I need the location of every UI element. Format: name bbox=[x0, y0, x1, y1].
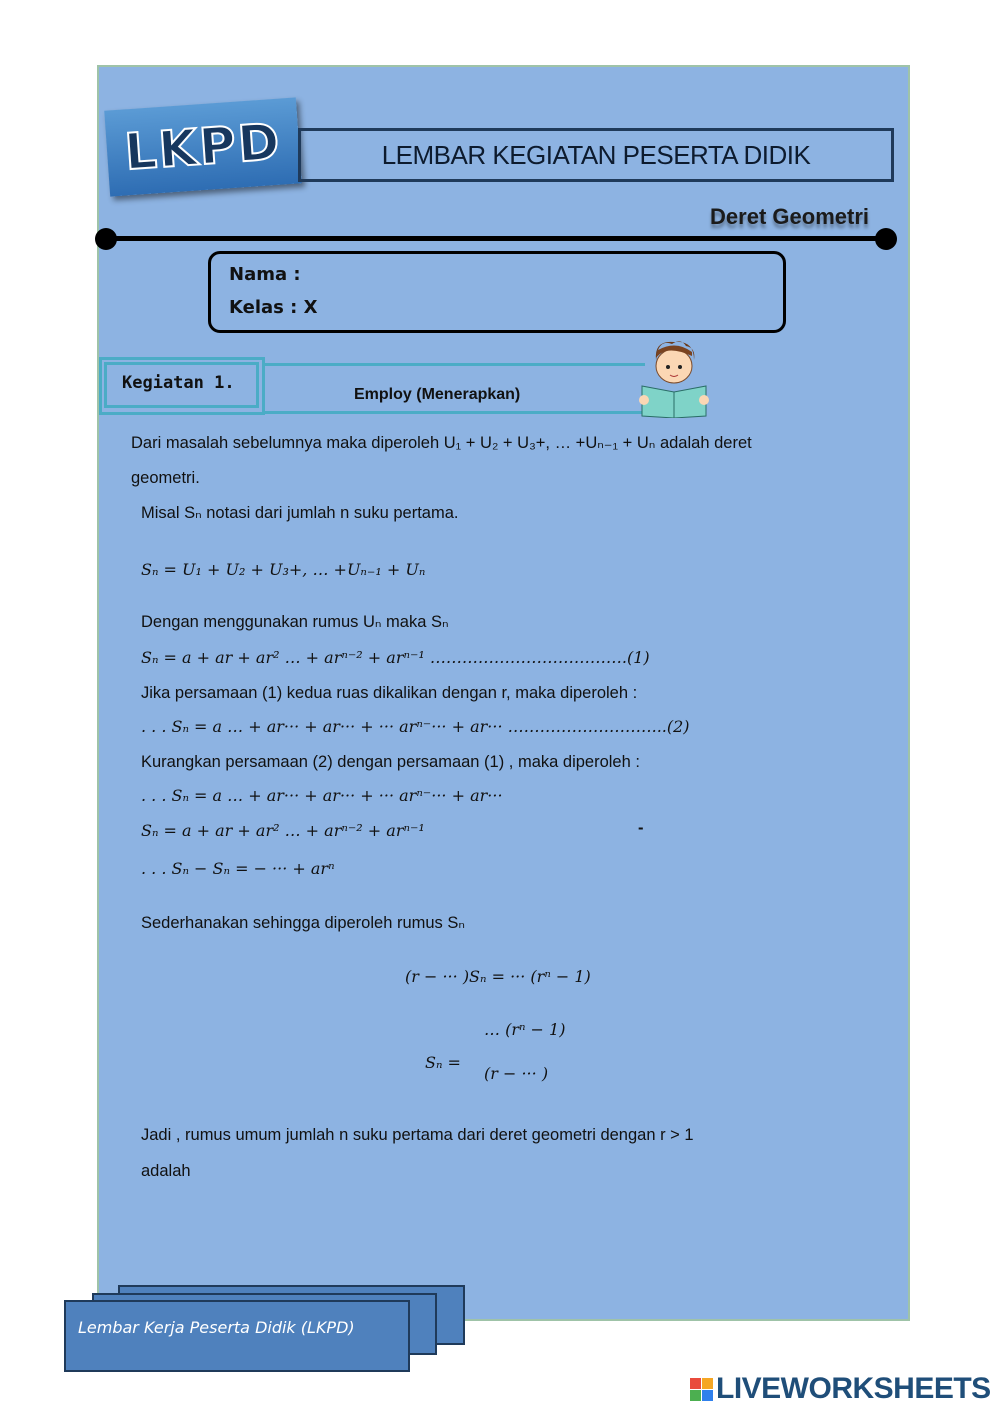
fraction-denominator-blank[interactable]: (r − ··· ) bbox=[484, 1064, 549, 1083]
jadi-line-1: Jadi , rumus umum jumlah n suku pertama dari deret geometri dengan r > 1 bbox=[141, 1126, 694, 1144]
equation-1: Sₙ = a + ar + ar² … + arⁿ⁻² + arⁿ⁻¹ ……………………………….(1) bbox=[141, 648, 650, 667]
reading-boy-icon bbox=[636, 338, 712, 418]
equation-2-blank[interactable]: . . . Sₙ = a … + ar··· + ar··· + ··· arⁿ⁻··· + ar··· ………………………...(2) bbox=[141, 717, 690, 736]
liveworksheets-icon bbox=[690, 1378, 713, 1401]
misal-text: Misal Sₙ notasi dari jumlah n suku pertama. bbox=[141, 504, 459, 522]
sederhana-text: Sederhanakan sehingga diperoleh rumus Sₙ bbox=[141, 914, 465, 932]
nama-field[interactable]: Nama : bbox=[229, 264, 301, 285]
kelas-field: Kelas : X bbox=[229, 297, 318, 318]
sum-equation: Sₙ = U₁ + U₂ + U₃+, … +Uₙ₋₁ + Uₙ bbox=[141, 560, 426, 579]
intro-line-1: Dari masalah sebelumnya maka diperoleh U₁ + U₂ + U₃+, … +Uₙ₋₁ + Uₙ adalah deret bbox=[131, 434, 752, 452]
divider-dot-right bbox=[875, 228, 897, 250]
dengan-text: Dengan menggunakan rumus Uₙ maka Sₙ bbox=[141, 613, 449, 631]
liveworksheets-logo bbox=[690, 1372, 991, 1406]
footer-label: Lembar Kerja Peserta Didik (LKPD) bbox=[78, 1318, 355, 1337]
lkpd-logo-text: LKPD bbox=[122, 112, 284, 182]
title-box bbox=[298, 128, 894, 182]
activity-subtitle: Employ (Menerapkan) bbox=[354, 386, 521, 403]
page-subtitle: Deret Geometri bbox=[710, 204, 869, 229]
divider-dot-left bbox=[95, 228, 117, 250]
kurangkan-text: Kurangkan persamaan (2) dengan persamaan (1) , maka diperoleh : bbox=[141, 753, 640, 771]
fraction-numerator-blank[interactable]: … (rⁿ − 1) bbox=[484, 1020, 566, 1039]
minus-sign: - bbox=[638, 819, 644, 837]
page-title: LEMBAR KEGIATAN PESERTA DIDIK bbox=[381, 139, 811, 170]
activity-line-top bbox=[265, 363, 645, 366]
lkpd-logo bbox=[104, 97, 302, 196]
student-info-box bbox=[208, 251, 786, 333]
equation-3a-blank[interactable]: . . . Sₙ = a … + ar··· + ar··· + ··· arⁿ⁻··· + ar··· bbox=[141, 786, 503, 805]
jadi-line-2: adalah bbox=[141, 1162, 191, 1180]
jika-text: Jika persamaan (1) kedua ruas dikalikan dengan r, maka diperoleh : bbox=[141, 684, 638, 702]
divider bbox=[104, 236, 884, 241]
fraction-lhs: Sₙ = bbox=[425, 1053, 461, 1072]
liveworksheets-text: LIVEWORKSHEETS bbox=[716, 1372, 991, 1405]
activity-line-bottom bbox=[265, 411, 645, 414]
activity-label: Kegiatan 1. bbox=[122, 373, 235, 393]
equation-3b: Sₙ = a + ar + ar² … + arⁿ⁻² + arⁿ⁻¹ bbox=[141, 821, 425, 840]
equation-3c-blank[interactable]: . . . Sₙ − Sₙ = − ··· + arⁿ bbox=[141, 859, 335, 878]
equation-4-blank[interactable]: (r − ··· )Sₙ = ··· (rⁿ − 1) bbox=[405, 967, 591, 986]
intro-line-2: geometri. bbox=[131, 469, 200, 487]
